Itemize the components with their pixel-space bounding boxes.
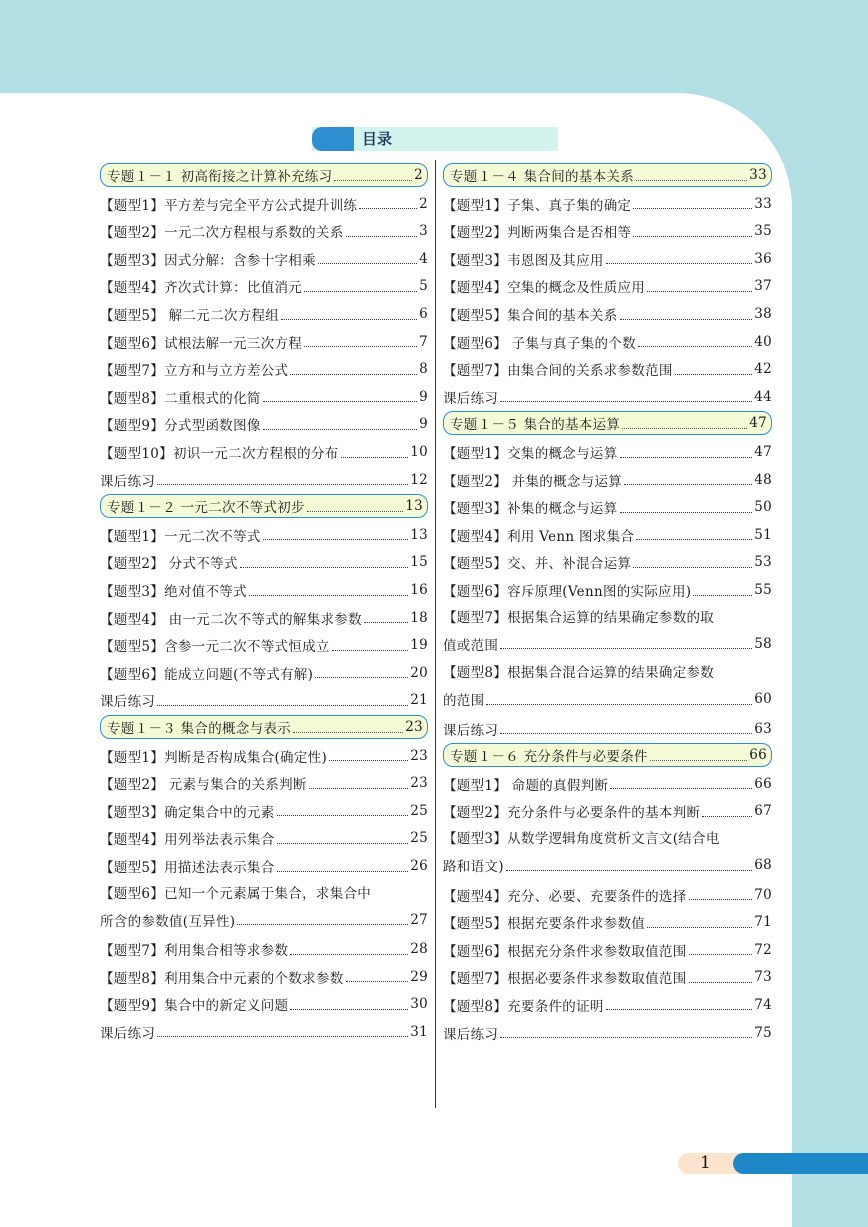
toc-entry-label: 【题型6】 子集与真子集的个数 xyxy=(443,335,636,352)
toc-entry-label: 【题型2】充分条件与必要条件的基本判断 xyxy=(443,805,701,822)
toc-page-number: 28 xyxy=(410,941,428,958)
toc-page-number: 71 xyxy=(754,914,772,931)
dot-leader xyxy=(334,180,412,181)
toc-page-number: 23 xyxy=(410,775,428,792)
toc-entry[interactable] xyxy=(443,938,772,962)
dot-leader xyxy=(346,981,409,982)
dot-leader xyxy=(620,457,753,458)
toc-page-number: 15 xyxy=(410,554,428,571)
toc-entry[interactable] xyxy=(100,302,428,326)
toc-entry-label: 【题型4】充分、必要、充要条件的选择 xyxy=(443,888,687,905)
dot-leader xyxy=(359,208,417,209)
toc-page-number: 6 xyxy=(419,306,428,322)
toc-entry-label: 【题型9】分式型函数图像 xyxy=(100,418,261,435)
toc-entry-label: 课后练习 xyxy=(100,1025,156,1042)
toc-chapter[interactable] xyxy=(443,163,772,187)
toc-page-number: 74 xyxy=(754,996,772,1013)
dot-leader xyxy=(624,484,752,485)
toc-page-number: 25 xyxy=(410,830,428,847)
column-divider xyxy=(435,160,436,1108)
dot-leader xyxy=(689,982,753,983)
toc-entry[interactable] xyxy=(443,1021,772,1045)
toc-page-number: 53 xyxy=(754,554,772,571)
dot-leader xyxy=(332,650,409,651)
dot-leader xyxy=(636,539,752,540)
toc-entry[interactable] xyxy=(443,385,772,409)
toc-chapter[interactable] xyxy=(443,411,772,435)
dot-leader xyxy=(500,1037,752,1038)
dot-leader xyxy=(263,401,417,402)
dot-leader xyxy=(486,704,752,705)
toc-entry[interactable] xyxy=(100,992,428,1016)
dot-leader xyxy=(277,843,409,844)
dot-leader xyxy=(157,484,408,485)
toc-entry-label: 【题型2】一元二次方程根与系数的关系 xyxy=(100,225,344,242)
toc-page-number: 73 xyxy=(754,969,772,986)
toc-entry-label: 【题型7】根据必要条件求参数取值范围 xyxy=(443,971,687,988)
toc-entry-label: 【题型5】根据充要条件求参数值 xyxy=(443,916,646,933)
toc-entry[interactable] xyxy=(443,606,772,656)
toc-page-number: 7 xyxy=(419,333,428,350)
dot-leader xyxy=(240,567,409,568)
toc-chapter[interactable] xyxy=(100,163,428,187)
toc-entry-label: 【题型1】 命题的真假判断 xyxy=(443,777,609,794)
dot-leader xyxy=(647,927,752,928)
toc-entry[interactable] xyxy=(100,578,428,602)
toc-page-number: 66 xyxy=(754,775,772,792)
toc-page-number: 47 xyxy=(754,444,772,460)
toc-entry-label: 【题型5】交、并、补混合运算 xyxy=(443,556,632,573)
toc-entry[interactable] xyxy=(443,219,772,243)
toc-page-number: 55 xyxy=(754,582,772,598)
toc-page-number: 44 xyxy=(754,388,772,405)
toc-entry[interactable] xyxy=(100,826,428,850)
toc-entry[interactable] xyxy=(443,717,772,741)
dot-leader xyxy=(620,319,753,320)
dot-leader xyxy=(633,236,752,237)
dot-leader xyxy=(263,539,409,540)
toc-page-number: 23 xyxy=(410,747,428,764)
toc-entry[interactable] xyxy=(100,468,428,492)
toc-entry-label: 【题型2】 元素与集合的关系判断 xyxy=(100,777,307,794)
toc-entry-label: 【题型4】空集的概念及性质应用 xyxy=(443,280,646,297)
dot-leader xyxy=(506,870,752,871)
dot-leader xyxy=(633,567,752,568)
toc-entry[interactable] xyxy=(443,883,772,907)
dot-leader xyxy=(157,705,408,706)
page-title: 目录 xyxy=(362,130,393,148)
toc-page-number: 75 xyxy=(754,1024,772,1041)
toc-entry-label: 【题型4】用列举法表示集合 xyxy=(100,832,275,849)
toc-entry[interactable] xyxy=(443,827,772,877)
toc-page-number: 4 xyxy=(419,250,428,267)
toc-entry-label: 【题型1】平方差与完全平方公式提升训练 xyxy=(100,197,358,214)
toc-page-number: 29 xyxy=(410,968,428,985)
toc-page-number: 16 xyxy=(410,582,428,598)
toc-entry[interactable] xyxy=(100,661,428,685)
toc-entry-label: 【题型3】从数学逻辑角度赏析文言文(结合电 xyxy=(443,831,720,847)
toc-chapter-label: 专题１－４ 集合间的基本关系 xyxy=(450,169,634,185)
toc-entry-label: 【题型8】二重根式的化简 xyxy=(100,390,261,407)
toc-entry-label: 【题型5】含参一元二次不等式恒成立 xyxy=(100,639,330,656)
toc-entry[interactable] xyxy=(100,247,428,271)
toc-entry[interactable] xyxy=(100,330,428,354)
toc-page-number: 33 xyxy=(754,195,772,212)
toc-page-number: 2 xyxy=(419,195,428,212)
toc-entry-label: 【题型3】因式分解：含参十字相乘 xyxy=(100,252,316,269)
toc-page-number: 70 xyxy=(754,886,772,903)
toc-entry-label: 【题型5】集合间的基本关系 xyxy=(443,308,618,324)
dot-leader xyxy=(293,732,403,733)
dot-leader xyxy=(500,648,752,649)
dot-leader xyxy=(638,346,752,347)
toc-chapter[interactable] xyxy=(443,743,772,767)
toc-entry-label: 【题型7】利用集合相等求参数 xyxy=(100,943,289,960)
toc-entry-line2 xyxy=(443,687,772,711)
toc-entry-label: 课后练习 xyxy=(100,473,156,490)
toc-entry-label: 【题型8】利用集合中元素的个数求参数 xyxy=(100,970,344,987)
toc-entry-label-cont: 路和语文) xyxy=(443,859,504,875)
toc-entry-label: 课后练习 xyxy=(443,1026,499,1043)
dot-leader xyxy=(249,595,408,596)
toc-entry-label: 【题型2】 并集的概念与运算 xyxy=(443,473,623,490)
dot-leader xyxy=(263,429,417,430)
toc-entry[interactable] xyxy=(100,965,428,989)
toc-page-number: 68 xyxy=(754,857,772,873)
toc-entry[interactable] xyxy=(443,247,772,271)
toc-entry[interactable] xyxy=(443,550,772,574)
toc-page-number: 36 xyxy=(754,250,772,267)
toc-page-number: 47 xyxy=(749,415,767,432)
dot-leader xyxy=(606,263,753,264)
toc-entry-label: 【题型3】韦恩图及其应用 xyxy=(443,252,604,269)
dot-leader xyxy=(606,1009,753,1010)
toc-chapter-label: 专题１－６ 充分条件与必要条件 xyxy=(450,749,648,766)
toc-entry-label: 【题型1】交集的概念与运算 xyxy=(443,446,618,462)
toc-entry[interactable] xyxy=(443,330,772,354)
dot-leader xyxy=(346,236,418,237)
toc-page-number: 30 xyxy=(410,996,428,1013)
toc-entry[interactable] xyxy=(100,440,428,464)
dot-leader xyxy=(633,208,752,209)
toc-page-number: 31 xyxy=(410,1023,428,1040)
dot-leader xyxy=(647,291,752,292)
toc-entry[interactable] xyxy=(443,192,772,216)
toc-chapter-label: 专题１－１ 初高衔接之计算补充练习 xyxy=(107,169,333,185)
toc-chapter-label: 专题１－３ 集合的概念与表示 xyxy=(107,721,291,737)
toc-page-number: 58 xyxy=(754,635,772,652)
toc-entry[interactable] xyxy=(443,910,772,934)
footer-page-badge xyxy=(678,1153,868,1174)
toc-page-number: 60 xyxy=(754,691,772,708)
dot-leader xyxy=(329,760,408,761)
toc-page-number: 40 xyxy=(754,333,772,350)
toc-entry[interactable] xyxy=(443,468,772,492)
toc-entry-label: 【题型2】判断两集合是否相等 xyxy=(443,225,632,242)
toc-page-number: 5 xyxy=(419,278,428,295)
toc-entry[interactable] xyxy=(443,523,772,547)
toc-chapter-label: 专题１－５ 集合的基本运算 xyxy=(450,417,621,434)
toc-entry[interactable] xyxy=(443,357,772,381)
toc-page-number: 2 xyxy=(414,167,423,183)
toc-entry-label: 【题型4】利用 Venn 图求集合 xyxy=(443,528,635,545)
dot-leader xyxy=(290,374,417,375)
toc-entry-line2 xyxy=(443,853,772,877)
dot-leader xyxy=(500,401,752,402)
toc-entry-line2 xyxy=(443,632,772,656)
toc-entry-label: 【题型6】能成立问题(不等式有解) xyxy=(100,666,314,683)
toc-entry[interactable] xyxy=(100,606,428,630)
toc-entry-label: 课后练习 xyxy=(100,694,156,711)
toc-entry-label-cont: 的范围 xyxy=(443,693,485,710)
toc-page-number: 66 xyxy=(749,747,767,764)
toc-page-number: 38 xyxy=(754,306,772,322)
toc-page-number: 26 xyxy=(410,858,428,874)
toc-entry[interactable] xyxy=(100,633,428,657)
dot-leader xyxy=(304,346,417,347)
dot-leader xyxy=(364,622,408,623)
toc-page-number: 37 xyxy=(754,278,772,295)
toc-entry[interactable] xyxy=(100,523,428,547)
dot-leader xyxy=(318,263,417,264)
toc-chapter[interactable] xyxy=(100,715,428,739)
toc-page-number: 50 xyxy=(754,499,772,516)
dot-leader xyxy=(290,1009,408,1010)
toc-page-number: 21 xyxy=(410,692,428,709)
dot-leader xyxy=(689,954,753,955)
dot-leader xyxy=(650,760,747,761)
toc-entry[interactable] xyxy=(100,1020,428,1044)
toc-entry-label: 【题型7】由集合间的关系求参数范围 xyxy=(443,363,673,380)
page-badge-bar xyxy=(733,1153,868,1174)
toc-page-number: 12 xyxy=(410,471,428,488)
dot-leader xyxy=(281,319,417,320)
toc-entry[interactable] xyxy=(100,882,428,932)
toc-entry-label-cont: 所含的参数值(互异性) xyxy=(100,913,236,930)
toc-chapter-label: 专题１－２ 一元二次不等式初步 xyxy=(107,500,305,517)
dot-leader xyxy=(622,428,747,429)
dot-leader xyxy=(290,954,408,955)
toc-entry-label: 课后练习 xyxy=(443,390,499,407)
toc-entry-line2 xyxy=(100,908,428,932)
toc-entry[interactable] xyxy=(443,495,772,519)
toc-entry-label: 【题型1】判断是否构成集合(确定性) xyxy=(100,749,328,766)
toc-page-number: 13 xyxy=(410,526,428,543)
toc-entry-label: 【题型6】容斥原理(Venn图的实际应用) xyxy=(443,584,692,600)
dot-leader xyxy=(237,924,408,925)
toc-page-number: 35 xyxy=(754,223,772,240)
toc-page-number: 25 xyxy=(410,802,428,819)
toc-entry[interactable] xyxy=(100,799,428,823)
toc-page-number: 3 xyxy=(419,223,428,240)
toc-page-number: 8 xyxy=(419,361,428,378)
toc-entry-label: 【题型2】 分式不等式 xyxy=(100,556,238,573)
dot-leader xyxy=(689,899,753,900)
dot-leader xyxy=(675,374,753,375)
toc-entry-label: 【题型7】立方和与立方差公式 xyxy=(100,363,289,380)
toc-entry[interactable] xyxy=(100,854,428,878)
dot-leader xyxy=(157,1036,408,1037)
toc-entry[interactable] xyxy=(443,993,772,1017)
toc-entry[interactable] xyxy=(443,578,772,602)
toc-entry[interactable] xyxy=(100,219,428,243)
toc-entry[interactable] xyxy=(443,772,772,796)
toc-entry[interactable] xyxy=(443,274,772,298)
toc-page-number: 67 xyxy=(754,803,772,820)
toc-page-number: 9 xyxy=(419,416,428,433)
toc-entry-label: 【题型4】 由一元二次不等式的解集求参数 xyxy=(100,611,362,628)
toc-entry[interactable] xyxy=(100,385,428,409)
dot-leader xyxy=(277,815,409,816)
toc-entry-label: 【题型1】一元二次不等式 xyxy=(100,528,261,545)
dot-leader xyxy=(702,816,752,817)
arrow-icon xyxy=(343,131,354,147)
dot-leader xyxy=(341,457,409,458)
toc-entry[interactable] xyxy=(443,302,772,326)
toc-entry-label: 【题型10】初识一元二次方程根的分布 xyxy=(100,446,339,462)
toc-page-number: 63 xyxy=(754,720,772,737)
dot-leader xyxy=(693,595,752,596)
toc-page-number: 48 xyxy=(754,471,772,488)
toc-page-number: 20 xyxy=(410,664,428,681)
toc-page-number: 19 xyxy=(410,637,428,654)
toc-entry-label: 【题型6】已知一个元素属于集合，求集合中 xyxy=(100,885,372,902)
toc-page-number: 9 xyxy=(419,388,428,405)
toc-entry[interactable] xyxy=(443,440,772,464)
toc-entry[interactable] xyxy=(100,192,428,216)
toc-entry-label: 【题型8】充要条件的证明 xyxy=(443,998,604,1015)
toc-entry-label: 【题型4】齐次式计算：比值消元 xyxy=(100,280,303,297)
toc-entry[interactable] xyxy=(443,661,772,711)
toc-page-number: 18 xyxy=(410,609,428,626)
toc-entry[interactable] xyxy=(100,688,428,712)
toc-page-number: 33 xyxy=(749,167,767,183)
toc-page-number: 23 xyxy=(405,719,423,735)
toc-entry-label: 【题型5】用描述法表示集合 xyxy=(100,860,275,876)
toc-entry-label: 【题型8】根据集合混合运算的结果确定参数 xyxy=(443,665,715,682)
toc-entry-label: 【题型3】绝对值不等式 xyxy=(100,584,247,600)
page-number: 1 xyxy=(700,1153,711,1173)
dot-leader xyxy=(500,733,752,734)
toc-page-number: 51 xyxy=(754,526,772,543)
toc-entry-label: 【题型3】补集的概念与运算 xyxy=(443,501,618,518)
dot-leader xyxy=(315,677,408,678)
toc-entry[interactable] xyxy=(443,799,772,823)
toc-entry-label: 【题型3】确定集合中的元素 xyxy=(100,804,275,821)
dot-leader xyxy=(620,512,753,513)
toc-entry[interactable] xyxy=(100,274,428,298)
toc-page-number: 42 xyxy=(754,361,772,378)
toc-entry[interactable] xyxy=(100,771,428,795)
dot-leader xyxy=(610,788,752,789)
toc-entry[interactable] xyxy=(100,744,428,768)
toc-chapter[interactable] xyxy=(100,494,428,518)
toc-entry-label: 【题型6】根据充分条件求参数取值范围 xyxy=(443,943,687,960)
dot-leader xyxy=(277,871,409,872)
toc-page-number: 13 xyxy=(405,498,423,515)
toc-entry[interactable] xyxy=(443,965,772,989)
dot-leader xyxy=(636,180,747,181)
dot-leader xyxy=(304,291,417,292)
toc-page-number: 10 xyxy=(410,444,428,460)
toc-entry-label: 【题型9】集合中的新定义问题 xyxy=(100,998,289,1015)
dot-leader xyxy=(309,788,409,789)
toc-entry-label: 课后练习 xyxy=(443,722,499,739)
toc-entry-label-cont: 值或范围 xyxy=(443,637,499,654)
toc-entry[interactable] xyxy=(100,412,428,436)
toc-entry[interactable] xyxy=(100,550,428,574)
toc-entry[interactable] xyxy=(100,937,428,961)
toc-page-number: 72 xyxy=(754,941,772,958)
toc-entry[interactable] xyxy=(100,357,428,381)
toc-entry-label: 【题型7】根据集合运算的结果确定参数的取 xyxy=(443,609,715,626)
toc-entry-label: 【题型6】试根法解一元三次方程 xyxy=(100,335,303,352)
toc-entry-label: 【题型1】子集、真子集的确定 xyxy=(443,197,632,214)
toc-entry-label: 【题型5】 解二元二次方程组 xyxy=(100,308,280,324)
toc-page-number: 27 xyxy=(410,911,428,928)
dot-leader xyxy=(307,511,403,512)
